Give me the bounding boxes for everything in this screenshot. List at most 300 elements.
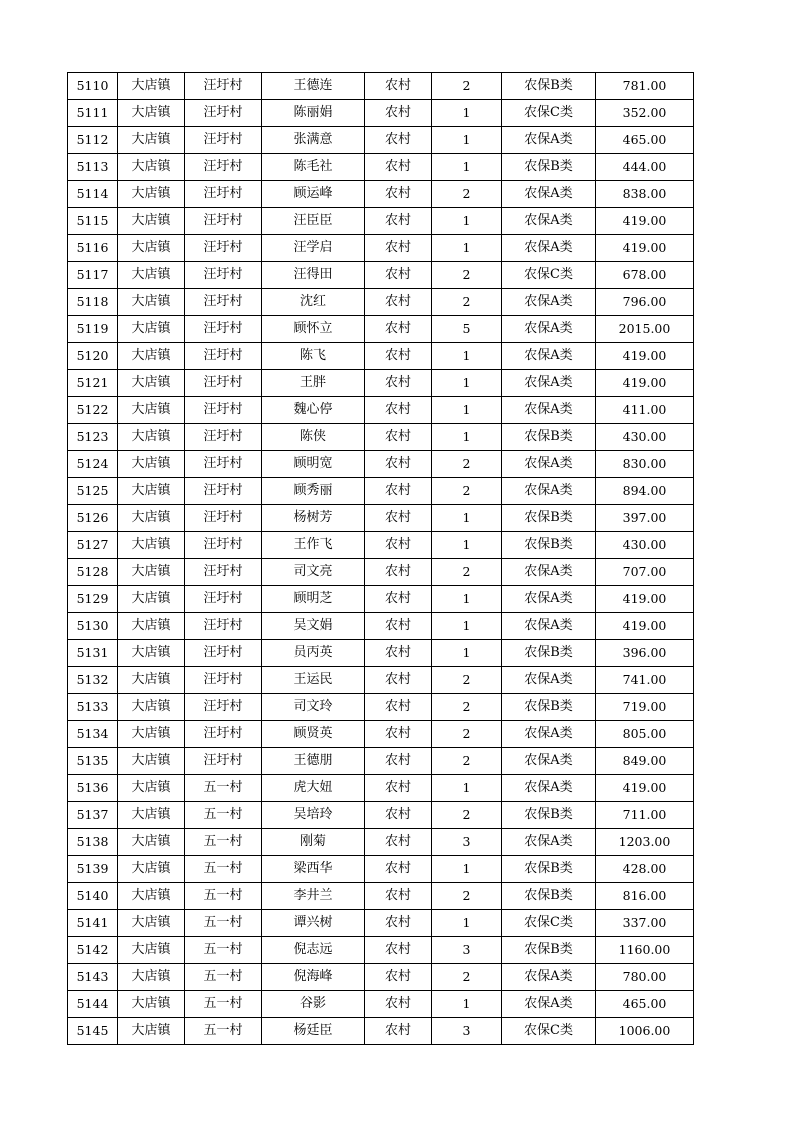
table-row (68, 910, 694, 937)
insurance-category-cell: 农保A类 (502, 181, 596, 208)
amount-cell: 816.00 (596, 883, 694, 910)
table-row (68, 856, 694, 883)
insurance-category-cell: 农保A类 (502, 235, 596, 262)
serial-number-cell: 5139 (68, 856, 118, 883)
household-size-cell: 5 (432, 316, 502, 343)
town-cell: 大店镇 (118, 370, 185, 397)
insurance-category-cell: 农保C类 (502, 100, 596, 127)
household-size-cell: 2 (432, 883, 502, 910)
village-cell: 五一村 (185, 964, 262, 991)
household-size-cell: 2 (432, 667, 502, 694)
name-cell: 虎大妞 (262, 775, 365, 802)
village-cell: 汪圩村 (185, 613, 262, 640)
name-cell: 陈毛社 (262, 154, 365, 181)
table-row (68, 154, 694, 181)
serial-number-cell: 5131 (68, 640, 118, 667)
table-row (68, 1018, 694, 1045)
name-cell: 顾明芝 (262, 586, 365, 613)
table-row (68, 532, 694, 559)
amount-cell: 419.00 (596, 370, 694, 397)
serial-number-cell: 5140 (68, 883, 118, 910)
area-type-cell: 农村 (365, 424, 432, 451)
name-cell: 顾怀立 (262, 316, 365, 343)
household-size-cell: 1 (432, 235, 502, 262)
town-cell: 大店镇 (118, 316, 185, 343)
amount-cell: 419.00 (596, 613, 694, 640)
household-size-cell: 2 (432, 181, 502, 208)
insurance-category-cell: 农保A类 (502, 559, 596, 586)
name-cell: 杨树芳 (262, 505, 365, 532)
serial-number-cell: 5141 (68, 910, 118, 937)
amount-cell: 396.00 (596, 640, 694, 667)
table-row (68, 613, 694, 640)
area-type-cell: 农村 (365, 289, 432, 316)
village-cell: 五一村 (185, 991, 262, 1018)
table-row (68, 397, 694, 424)
town-cell: 大店镇 (118, 262, 185, 289)
table-row (68, 748, 694, 775)
serial-number-cell: 5145 (68, 1018, 118, 1045)
table-row (68, 667, 694, 694)
area-type-cell: 农村 (365, 127, 432, 154)
area-type-cell: 农村 (365, 154, 432, 181)
town-cell: 大店镇 (118, 127, 185, 154)
town-cell: 大店镇 (118, 856, 185, 883)
serial-number-cell: 5137 (68, 802, 118, 829)
table-row (68, 262, 694, 289)
town-cell: 大店镇 (118, 505, 185, 532)
insurance-category-cell: 农保A类 (502, 289, 596, 316)
amount-cell: 419.00 (596, 775, 694, 802)
household-size-cell: 1 (432, 910, 502, 937)
amount-cell: 805.00 (596, 721, 694, 748)
amount-cell: 707.00 (596, 559, 694, 586)
table-row (68, 478, 694, 505)
household-size-cell: 1 (432, 856, 502, 883)
name-cell: 谭兴树 (262, 910, 365, 937)
name-cell: 汪臣臣 (262, 208, 365, 235)
serial-number-cell: 5122 (68, 397, 118, 424)
name-cell: 顾贤英 (262, 721, 365, 748)
village-cell: 汪圩村 (185, 289, 262, 316)
town-cell: 大店镇 (118, 991, 185, 1018)
serial-number-cell: 5125 (68, 478, 118, 505)
name-cell: 倪志远 (262, 937, 365, 964)
amount-cell: 711.00 (596, 802, 694, 829)
town-cell: 大店镇 (118, 208, 185, 235)
household-size-cell: 2 (432, 478, 502, 505)
name-cell: 顾运峰 (262, 181, 365, 208)
village-cell: 五一村 (185, 829, 262, 856)
area-type-cell: 农村 (365, 208, 432, 235)
amount-cell: 849.00 (596, 748, 694, 775)
amount-cell: 838.00 (596, 181, 694, 208)
village-cell: 汪圩村 (185, 100, 262, 127)
area-type-cell: 农村 (365, 316, 432, 343)
serial-number-cell: 5117 (68, 262, 118, 289)
area-type-cell: 农村 (365, 586, 432, 613)
household-size-cell: 1 (432, 586, 502, 613)
name-cell: 司文玲 (262, 694, 365, 721)
household-size-cell: 1 (432, 532, 502, 559)
town-cell: 大店镇 (118, 559, 185, 586)
name-cell: 汪学启 (262, 235, 365, 262)
area-type-cell: 农村 (365, 73, 432, 100)
area-type-cell: 农村 (365, 532, 432, 559)
insurance-category-cell: 农保A类 (502, 991, 596, 1018)
name-cell: 陈丽娟 (262, 100, 365, 127)
village-cell: 汪圩村 (185, 127, 262, 154)
area-type-cell: 农村 (365, 478, 432, 505)
serial-number-cell: 5116 (68, 235, 118, 262)
serial-number-cell: 5132 (68, 667, 118, 694)
village-cell: 五一村 (185, 883, 262, 910)
town-cell: 大店镇 (118, 478, 185, 505)
area-type-cell: 农村 (365, 100, 432, 127)
serial-number-cell: 5128 (68, 559, 118, 586)
insurance-category-cell: 农保A类 (502, 316, 596, 343)
area-type-cell: 农村 (365, 721, 432, 748)
area-type-cell: 农村 (365, 910, 432, 937)
table-row (68, 586, 694, 613)
table-row (68, 343, 694, 370)
serial-number-cell: 5143 (68, 964, 118, 991)
area-type-cell: 农村 (365, 235, 432, 262)
amount-cell: 1203.00 (596, 829, 694, 856)
household-size-cell: 2 (432, 262, 502, 289)
area-type-cell: 农村 (365, 883, 432, 910)
serial-number-cell: 5124 (68, 451, 118, 478)
amount-cell: 2015.00 (596, 316, 694, 343)
serial-number-cell: 5114 (68, 181, 118, 208)
village-cell: 汪圩村 (185, 640, 262, 667)
amount-cell: 741.00 (596, 667, 694, 694)
insurance-category-cell: 农保B类 (502, 154, 596, 181)
town-cell: 大店镇 (118, 424, 185, 451)
table-row (68, 991, 694, 1018)
serial-number-cell: 5120 (68, 343, 118, 370)
household-size-cell: 2 (432, 802, 502, 829)
household-size-cell: 1 (432, 640, 502, 667)
amount-cell: 411.00 (596, 397, 694, 424)
amount-cell: 337.00 (596, 910, 694, 937)
household-size-cell: 1 (432, 154, 502, 181)
town-cell: 大店镇 (118, 73, 185, 100)
name-cell: 顾明宽 (262, 451, 365, 478)
town-cell: 大店镇 (118, 343, 185, 370)
amount-cell: 894.00 (596, 478, 694, 505)
town-cell: 大店镇 (118, 829, 185, 856)
household-size-cell: 2 (432, 451, 502, 478)
household-size-cell: 1 (432, 343, 502, 370)
name-cell: 李井兰 (262, 883, 365, 910)
household-size-cell: 1 (432, 100, 502, 127)
town-cell: 大店镇 (118, 883, 185, 910)
table-row (68, 370, 694, 397)
name-cell: 梁西华 (262, 856, 365, 883)
village-cell: 汪圩村 (185, 73, 262, 100)
amount-cell: 781.00 (596, 73, 694, 100)
household-size-cell: 1 (432, 775, 502, 802)
serial-number-cell: 5121 (68, 370, 118, 397)
serial-number-cell: 5130 (68, 613, 118, 640)
name-cell: 王运民 (262, 667, 365, 694)
amount-cell: 419.00 (596, 235, 694, 262)
village-cell: 汪圩村 (185, 154, 262, 181)
name-cell: 张满意 (262, 127, 365, 154)
household-size-cell: 2 (432, 964, 502, 991)
serial-number-cell: 5119 (68, 316, 118, 343)
insurance-category-cell: 农保A类 (502, 127, 596, 154)
table-row (68, 775, 694, 802)
serial-number-cell: 5126 (68, 505, 118, 532)
serial-number-cell: 5115 (68, 208, 118, 235)
village-cell: 汪圩村 (185, 721, 262, 748)
household-size-cell: 2 (432, 559, 502, 586)
town-cell: 大店镇 (118, 694, 185, 721)
village-cell: 汪圩村 (185, 586, 262, 613)
household-size-cell: 2 (432, 748, 502, 775)
name-cell: 王作飞 (262, 532, 365, 559)
table-row (68, 964, 694, 991)
area-type-cell: 农村 (365, 667, 432, 694)
household-size-cell: 3 (432, 937, 502, 964)
town-cell: 大店镇 (118, 451, 185, 478)
amount-cell: 428.00 (596, 856, 694, 883)
insurance-category-cell: 农保A类 (502, 829, 596, 856)
area-type-cell: 农村 (365, 1018, 432, 1045)
insurance-category-cell: 农保A类 (502, 478, 596, 505)
village-cell: 汪圩村 (185, 559, 262, 586)
insurance-category-cell: 农保B类 (502, 694, 596, 721)
name-cell: 吴培玲 (262, 802, 365, 829)
area-type-cell: 农村 (365, 343, 432, 370)
name-cell: 陈飞 (262, 343, 365, 370)
household-size-cell: 1 (432, 613, 502, 640)
amount-cell: 1006.00 (596, 1018, 694, 1045)
town-cell: 大店镇 (118, 289, 185, 316)
insurance-category-cell: 农保B类 (502, 424, 596, 451)
area-type-cell: 农村 (365, 775, 432, 802)
village-cell: 五一村 (185, 856, 262, 883)
town-cell: 大店镇 (118, 397, 185, 424)
insurance-category-cell: 农保A类 (502, 586, 596, 613)
insurance-category-cell: 农保B类 (502, 937, 596, 964)
area-type-cell: 农村 (365, 991, 432, 1018)
insurance-category-cell: 农保A类 (502, 208, 596, 235)
village-cell: 汪圩村 (185, 694, 262, 721)
household-size-cell: 1 (432, 505, 502, 532)
area-type-cell: 农村 (365, 829, 432, 856)
amount-cell: 444.00 (596, 154, 694, 181)
table-row (68, 208, 694, 235)
table-row (68, 235, 694, 262)
town-cell: 大店镇 (118, 910, 185, 937)
village-cell: 汪圩村 (185, 235, 262, 262)
name-cell: 倪海峰 (262, 964, 365, 991)
insurance-category-cell: 农保B类 (502, 505, 596, 532)
amount-cell: 1160.00 (596, 937, 694, 964)
insurance-category-cell: 农保A类 (502, 775, 596, 802)
town-cell: 大店镇 (118, 721, 185, 748)
name-cell: 顾秀丽 (262, 478, 365, 505)
name-cell: 杨廷臣 (262, 1018, 365, 1045)
area-type-cell: 农村 (365, 397, 432, 424)
serial-number-cell: 5127 (68, 532, 118, 559)
town-cell: 大店镇 (118, 667, 185, 694)
serial-number-cell: 5112 (68, 127, 118, 154)
name-cell: 沈红 (262, 289, 365, 316)
amount-cell: 465.00 (596, 127, 694, 154)
town-cell: 大店镇 (118, 964, 185, 991)
serial-number-cell: 5129 (68, 586, 118, 613)
town-cell: 大店镇 (118, 181, 185, 208)
table-row (68, 100, 694, 127)
insurance-category-cell: 农保B类 (502, 856, 596, 883)
town-cell: 大店镇 (118, 235, 185, 262)
household-size-cell: 3 (432, 829, 502, 856)
household-size-cell: 2 (432, 694, 502, 721)
insurance-category-cell: 农保A类 (502, 451, 596, 478)
table-row (68, 937, 694, 964)
area-type-cell: 农村 (365, 748, 432, 775)
town-cell: 大店镇 (118, 586, 185, 613)
area-type-cell: 农村 (365, 559, 432, 586)
name-cell: 汪得田 (262, 262, 365, 289)
area-type-cell: 农村 (365, 937, 432, 964)
insurance-category-cell: 农保A类 (502, 964, 596, 991)
household-size-cell: 1 (432, 208, 502, 235)
table-row (68, 505, 694, 532)
town-cell: 大店镇 (118, 775, 185, 802)
name-cell: 王德连 (262, 73, 365, 100)
household-size-cell: 1 (432, 991, 502, 1018)
insurance-category-cell: 农保B类 (502, 883, 596, 910)
table-row (68, 73, 694, 100)
amount-cell: 419.00 (596, 586, 694, 613)
amount-cell: 419.00 (596, 208, 694, 235)
insurance-category-cell: 农保B类 (502, 640, 596, 667)
village-cell: 汪圩村 (185, 262, 262, 289)
table-row (68, 802, 694, 829)
town-cell: 大店镇 (118, 640, 185, 667)
area-type-cell: 农村 (365, 694, 432, 721)
insurance-category-cell: 农保A类 (502, 397, 596, 424)
name-cell: 谷影 (262, 991, 365, 1018)
household-size-cell: 2 (432, 721, 502, 748)
village-cell: 汪圩村 (185, 316, 262, 343)
table-row (68, 829, 694, 856)
serial-number-cell: 5113 (68, 154, 118, 181)
town-cell: 大店镇 (118, 154, 185, 181)
table-row (68, 181, 694, 208)
area-type-cell: 农村 (365, 370, 432, 397)
amount-cell: 796.00 (596, 289, 694, 316)
village-cell: 汪圩村 (185, 208, 262, 235)
name-cell: 刚菊 (262, 829, 365, 856)
serial-number-cell: 5138 (68, 829, 118, 856)
village-cell: 汪圩村 (185, 424, 262, 451)
town-cell: 大店镇 (118, 1018, 185, 1045)
village-cell: 汪圩村 (185, 370, 262, 397)
table-row (68, 289, 694, 316)
insurance-category-cell: 农保B类 (502, 802, 596, 829)
table-row (68, 424, 694, 451)
table-row (68, 883, 694, 910)
village-cell: 五一村 (185, 910, 262, 937)
insurance-category-cell: 农保B类 (502, 532, 596, 559)
village-cell: 汪圩村 (185, 748, 262, 775)
insurance-category-cell: 农保A类 (502, 613, 596, 640)
serial-number-cell: 5111 (68, 100, 118, 127)
insurance-category-cell: 农保C类 (502, 910, 596, 937)
name-cell: 司文亮 (262, 559, 365, 586)
village-cell: 五一村 (185, 775, 262, 802)
town-cell: 大店镇 (118, 802, 185, 829)
village-cell: 汪圩村 (185, 397, 262, 424)
table-row (68, 640, 694, 667)
village-cell: 汪圩村 (185, 451, 262, 478)
area-type-cell: 农村 (365, 856, 432, 883)
insurance-category-cell: 农保A类 (502, 343, 596, 370)
village-cell: 汪圩村 (185, 478, 262, 505)
name-cell: 员丙英 (262, 640, 365, 667)
insurance-category-cell: 农保C类 (502, 262, 596, 289)
household-size-cell: 2 (432, 73, 502, 100)
area-type-cell: 农村 (365, 505, 432, 532)
town-cell: 大店镇 (118, 532, 185, 559)
area-type-cell: 农村 (365, 802, 432, 829)
insurance-category-cell: 农保B类 (502, 73, 596, 100)
table-row (68, 127, 694, 154)
town-cell: 大店镇 (118, 748, 185, 775)
serial-number-cell: 5135 (68, 748, 118, 775)
area-type-cell: 农村 (365, 640, 432, 667)
village-cell: 汪圩村 (185, 667, 262, 694)
household-size-cell: 1 (432, 127, 502, 154)
household-size-cell: 1 (432, 370, 502, 397)
household-size-cell: 1 (432, 424, 502, 451)
village-cell: 汪圩村 (185, 343, 262, 370)
table-row (68, 721, 694, 748)
serial-number-cell: 5133 (68, 694, 118, 721)
village-cell: 汪圩村 (185, 181, 262, 208)
data-table (67, 72, 694, 1045)
household-size-cell: 1 (432, 397, 502, 424)
amount-cell: 719.00 (596, 694, 694, 721)
household-size-cell: 3 (432, 1018, 502, 1045)
amount-cell: 465.00 (596, 991, 694, 1018)
area-type-cell: 农村 (365, 262, 432, 289)
name-cell: 吴文娟 (262, 613, 365, 640)
name-cell: 王德朋 (262, 748, 365, 775)
serial-number-cell: 5144 (68, 991, 118, 1018)
amount-cell: 780.00 (596, 964, 694, 991)
amount-cell: 830.00 (596, 451, 694, 478)
area-type-cell: 农村 (365, 181, 432, 208)
insurance-category-cell: 农保A类 (502, 721, 596, 748)
serial-number-cell: 5136 (68, 775, 118, 802)
serial-number-cell: 5123 (68, 424, 118, 451)
area-type-cell: 农村 (365, 964, 432, 991)
insurance-category-cell: 农保C类 (502, 1018, 596, 1045)
name-cell: 王胖 (262, 370, 365, 397)
area-type-cell: 农村 (365, 613, 432, 640)
table-row (68, 694, 694, 721)
amount-cell: 678.00 (596, 262, 694, 289)
amount-cell: 397.00 (596, 505, 694, 532)
town-cell: 大店镇 (118, 937, 185, 964)
